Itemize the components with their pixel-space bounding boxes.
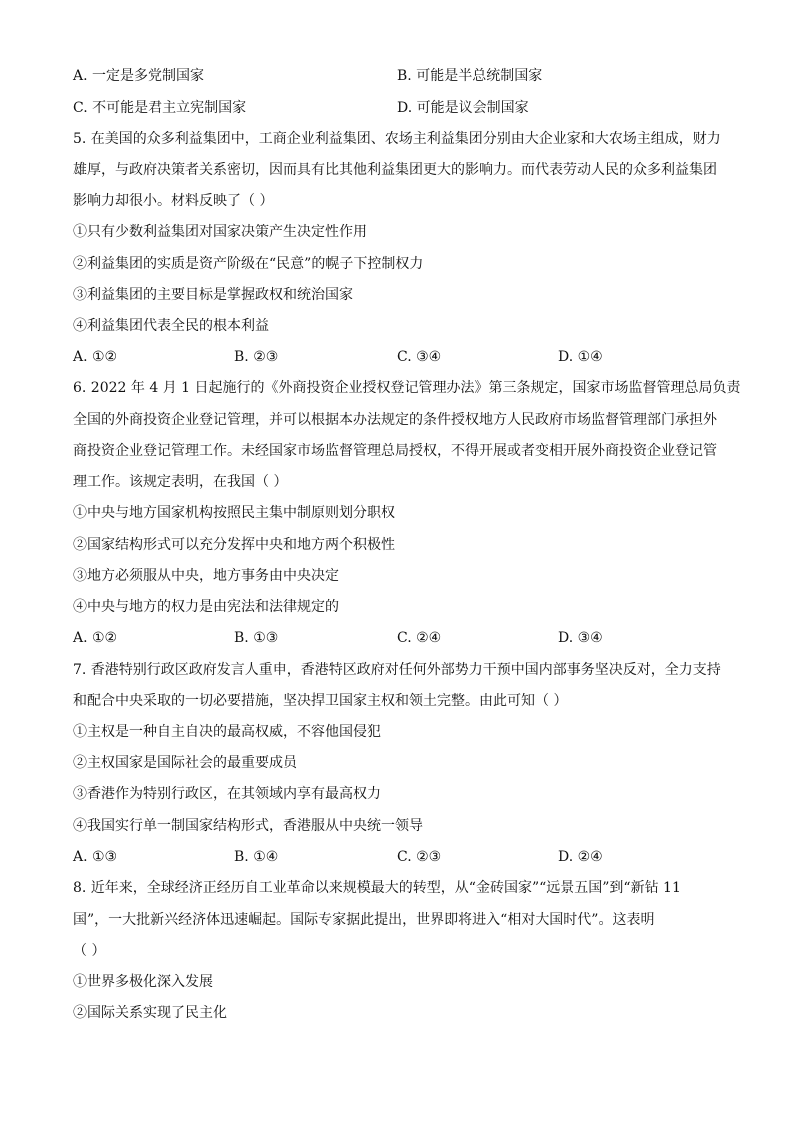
q4-option-b: B. 可能是半总统制国家 [397, 68, 543, 84]
q8-stem-line-1: 8. 近年来，全球经济正经历自工业革命以来规模最大的转型，从“金砖国家”“远景五国”到“新钻 11 [73, 880, 681, 896]
q5-stem-line-2: 雄厚，与政府决策者关系密切，因而具有比其他利益集团更大的影响力。而代表劳动人民的众多利益集团 [73, 162, 717, 178]
q7-option-b: B. ①④ [234, 849, 279, 865]
q8-stem-line-3: （ ） [73, 943, 106, 959]
q7-option-a: A. ①③ [73, 849, 118, 865]
q5-statement-3: ③利益集团的主要目标是掌握政权和统治国家 [73, 287, 353, 303]
q7-statement-3: ③香港作为特别行政区，在其领域内享有最高权力 [73, 786, 381, 802]
q5-stem-line-1: 5. 在美国的众多利益集团中，工商企业利益集团、农场主利益集团分别由大企业家和大农场主组成，财力 [73, 131, 721, 147]
q6-option-c: C. ②④ [397, 630, 442, 646]
q5-stem-line-3: 影响力却很小。材料反映了（ ） [73, 193, 274, 209]
q5-option-d: D. ①④ [558, 349, 603, 365]
q8-statement-1: ①世界多极化深入发展 [73, 974, 213, 990]
q7-statement-2: ②主权国家是国际社会的最重要成员 [73, 755, 297, 771]
q6-stem-line-4: 理工作。该规定表明，在我国（ ） [73, 474, 288, 490]
q7-statement-1: ①主权是一种自主自决的最高权威，不容他国侵犯 [73, 724, 381, 740]
q6-statement-2: ②国家结构形式可以充分发挥中央和地方两个积极性 [73, 537, 395, 553]
q4-option-d: D. 可能是议会制国家 [397, 100, 529, 116]
q7-stem-line-1: 7. 香港特别行政区政府发言人重申，香港特区政府对任何外部势力干预中国内部事务坚决反对，全力支持 [73, 662, 721, 678]
q6-statement-3: ③地方必须服从中央，地方事务由中央决定 [73, 568, 339, 584]
q6-statement-1: ①中央与地方国家机构按照民主集中制原则划分职权 [73, 505, 395, 521]
q6-stem-line-3: 商投资企业登记管理工作。未经国家市场监督管理总局授权，不得开展或者变相开展外商投资企业登记管 [73, 443, 717, 459]
q6-option-b: B. ①③ [234, 630, 279, 646]
q6-statement-4: ④中央与地方的权力是由宪法和法律规定的 [73, 599, 339, 615]
q4-option-c: C. 不可能是君主立宪制国家 [73, 100, 247, 116]
q7-option-c: C. ②③ [397, 849, 442, 865]
q5-option-a: A. ①② [73, 349, 118, 365]
q6-stem-line-1: 6. 2022 年 4 月 1 日起施行的《外商投资企业授权登记管理办法》第三条规定，国家市场监督管理总局负责 [73, 380, 741, 396]
q7-statement-4: ④我国实行单一制国家结构形式，香港服从中央统一领导 [73, 818, 423, 834]
q6-option-d: D. ③④ [558, 630, 603, 646]
q5-option-b: B. ②③ [234, 349, 279, 365]
q8-stem-line-2: 国”，一大批新兴经济体迅速崛起。国际专家据此提出，世界即将进入“相对大国时代”。这表明 [73, 912, 655, 928]
q5-option-c: C. ③④ [397, 349, 442, 365]
q4-option-a: A. 一定是多党制国家 [73, 68, 205, 84]
q5-statement-2: ②利益集团的实质是资产阶级在“民意”的幌子下控制权力 [73, 256, 424, 272]
q7-option-d: D. ②④ [558, 849, 603, 865]
q6-stem-line-2: 全国的外商投资企业登记管理，并可以根据本办法规定的条件授权地方人民政府市场监督管理部门承担外 [73, 412, 717, 428]
q5-statement-1: ①只有少数利益集团对国家决策产生决定性作用 [73, 224, 367, 240]
q8-statement-2: ②国际关系实现了民主化 [73, 1005, 227, 1021]
q7-stem-line-2: 和配合中央采取的一切必要措施，坚决捍卫国家主权和领土完整。由此可知（ ） [73, 693, 568, 709]
q6-option-a: A. ①② [73, 630, 118, 646]
q5-statement-4: ④利益集团代表全民的根本利益 [73, 318, 269, 334]
